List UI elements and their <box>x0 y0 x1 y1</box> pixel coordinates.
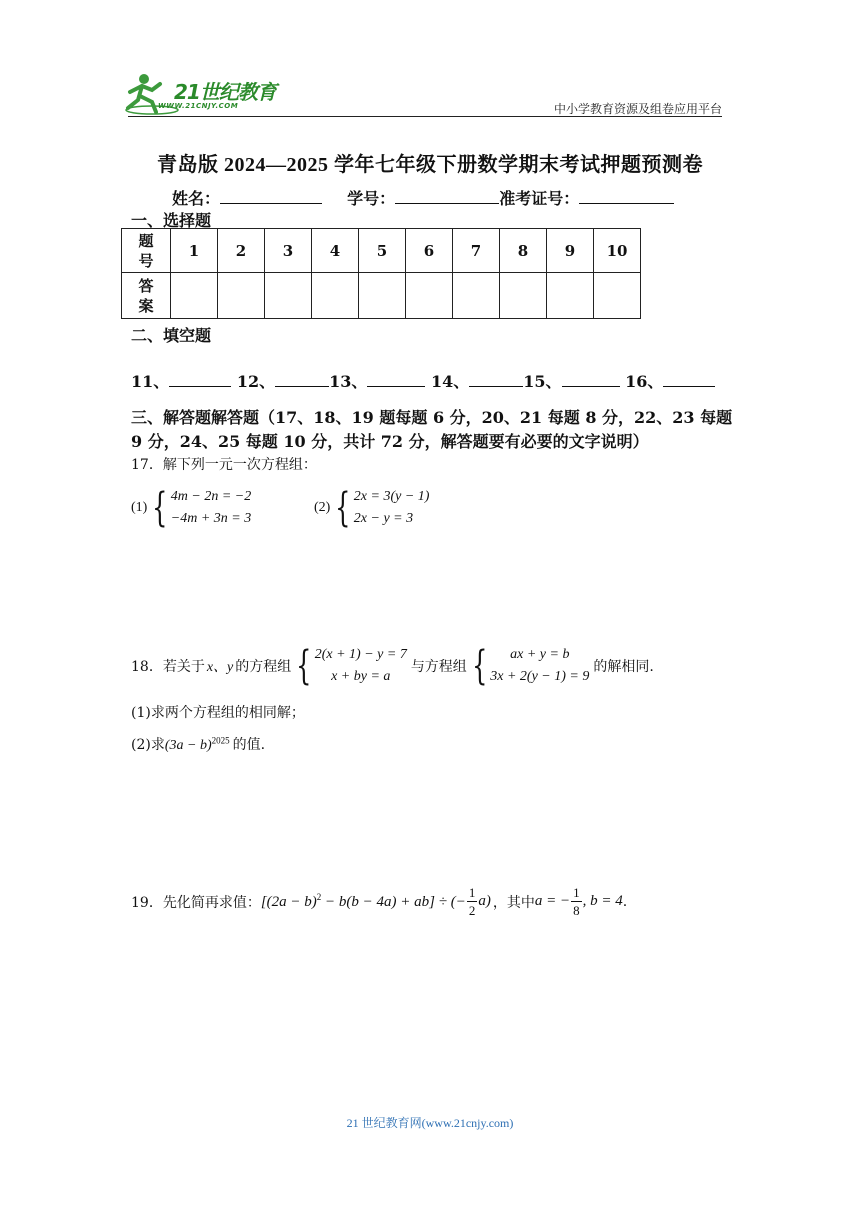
equation: x + by = a <box>331 669 391 684</box>
question-number-cell: 10 <box>594 229 641 273</box>
fill-blank-15[interactable] <box>562 372 620 387</box>
fill-blank-12[interactable] <box>275 372 329 387</box>
equation: 2x = 3(y − 1) <box>353 489 430 504</box>
fill-label-13: 13、 <box>329 372 368 391</box>
fill-label-11: 11、 <box>131 372 170 391</box>
equation: ax + y = b <box>510 647 570 662</box>
logo-text: 21世纪教育 <box>174 80 276 104</box>
answer-cell[interactable] <box>312 273 359 319</box>
student-id-blank[interactable] <box>395 189 499 204</box>
question-19: 19．先化简再求值： $[(2a - b)^2 - b(b - 4a) + ab]$ ÷ (− $\frac{1}{2}$ a) ，其中 a = − $\frac{1}{8}$ , b = 4 . <box>131 885 628 918</box>
question-17-part-1 <box>131 486 251 530</box>
question-17-stem: 17．解下列一元一次方程组： <box>131 457 317 473</box>
equation: −4m + 3n = 3 <box>170 511 252 526</box>
fraction: $\frac{1}{2}$ <box>468 885 476 918</box>
question-number-header: 题 号 <box>122 229 171 273</box>
answer-cell[interactable] <box>218 273 265 319</box>
equation: 2(x + 1) − y = 7 <box>314 647 407 662</box>
question-17-part-2 <box>314 486 429 530</box>
table-row <box>122 273 641 319</box>
answer-cell[interactable] <box>265 273 312 319</box>
question-number-cell: 9 <box>547 229 594 273</box>
equation: 2x − y = 3 <box>353 511 414 526</box>
section-fill-heading: 二、填空题 <box>131 326 212 345</box>
equation: 4m − 2n = −2 <box>170 489 252 504</box>
answer-cell[interactable] <box>547 273 594 319</box>
fill-blank-line <box>131 369 715 392</box>
logo-url: WWW.21CNJY.COM <box>158 102 239 110</box>
answer-cell[interactable] <box>500 273 547 319</box>
table-row <box>122 229 641 273</box>
answer-cell[interactable] <box>594 273 641 319</box>
answer-table <box>121 228 641 319</box>
site-logo <box>122 70 292 118</box>
exam-number-label: 准考证号： <box>499 189 580 208</box>
expression: $[(2a - b)^2 - b(b - 4a) + ab]$ ÷ (− <box>260 892 466 910</box>
question-number-cell: 5 <box>359 229 406 273</box>
student-id-label: 学号： <box>347 189 396 208</box>
name-blank[interactable] <box>220 189 322 204</box>
name-label: 姓名： <box>172 189 221 208</box>
variables: x、y <box>206 660 234 675</box>
exam-number-blank[interactable] <box>579 189 674 204</box>
fill-label-12: 12、 <box>236 372 276 391</box>
answer-cell[interactable] <box>359 273 406 319</box>
answer-cell[interactable] <box>453 273 500 319</box>
fill-label-14: 14、 <box>431 372 470 391</box>
expression: (3a − b) <box>164 738 212 753</box>
section-solve-heading: 三、解答题解答题（17、18、19 题每题 6 分，20、21 每题 8 分，22、23 每题 9 分，24、25 每题 10 分，共计 72 分，解答题要有必要的文字说明） <box>131 408 733 451</box>
part-label: (1) <box>131 500 148 515</box>
header-tagline: 中小学教育资源及组卷应用平台 <box>553 102 722 116</box>
exponent: 2025 <box>211 735 230 746</box>
fill-label-16: 16、 <box>625 372 664 391</box>
equation: 3x + 2(y − 1) = 9 <box>490 669 590 684</box>
fill-blank-11[interactable] <box>169 372 231 387</box>
question-18-sub-2: (2)求$(3a - b)^{2025}$ 的值. <box>131 735 266 753</box>
left-brace-icon: { <box>296 643 312 689</box>
answer-cell[interactable] <box>171 273 218 319</box>
footer-link[interactable]: 21 世纪教育网(www.21cnjy.com) <box>346 1116 514 1130</box>
page-title: 青岛版 2024—2025 学年七年级下册数学期末考试押题预测卷 <box>157 154 703 176</box>
fill-blank-14[interactable] <box>469 372 523 387</box>
question-number-cell: 4 <box>312 229 359 273</box>
answer-cell[interactable] <box>406 273 453 319</box>
question-number-cell: 7 <box>453 229 500 273</box>
header-divider <box>128 116 722 117</box>
question-number-cell: 6 <box>406 229 453 273</box>
question-18-sub-1: (1)求两个方程组的相同解； <box>131 705 305 721</box>
section-choice-heading: 一、选择题 <box>131 211 212 230</box>
question-number-cell: 2 <box>218 229 265 273</box>
left-brace-icon: { <box>152 485 168 531</box>
question-number-cell: 8 <box>500 229 547 273</box>
fill-blank-13[interactable] <box>367 372 425 387</box>
answer-header: 答 案 <box>122 273 171 319</box>
question-number-cell: 3 <box>265 229 312 273</box>
left-brace-icon: { <box>471 643 488 689</box>
left-brace-icon: { <box>335 485 351 531</box>
student-info-line <box>172 186 674 209</box>
part-label: (2) <box>314 500 331 515</box>
question-number-cell: 1 <box>171 229 218 273</box>
fraction: $\frac{1}{8}$ <box>573 885 580 918</box>
question-18-stem: 18．若关于 x、y 的方程组 { 2(x + 1) − y = 7 x + by = a 与方程组 { ax + y = b 3x + 2(y − 1) = 9 的解相同. <box>131 643 654 689</box>
fill-label-15: 15、 <box>523 372 562 391</box>
fill-blank-16[interactable] <box>663 372 715 387</box>
